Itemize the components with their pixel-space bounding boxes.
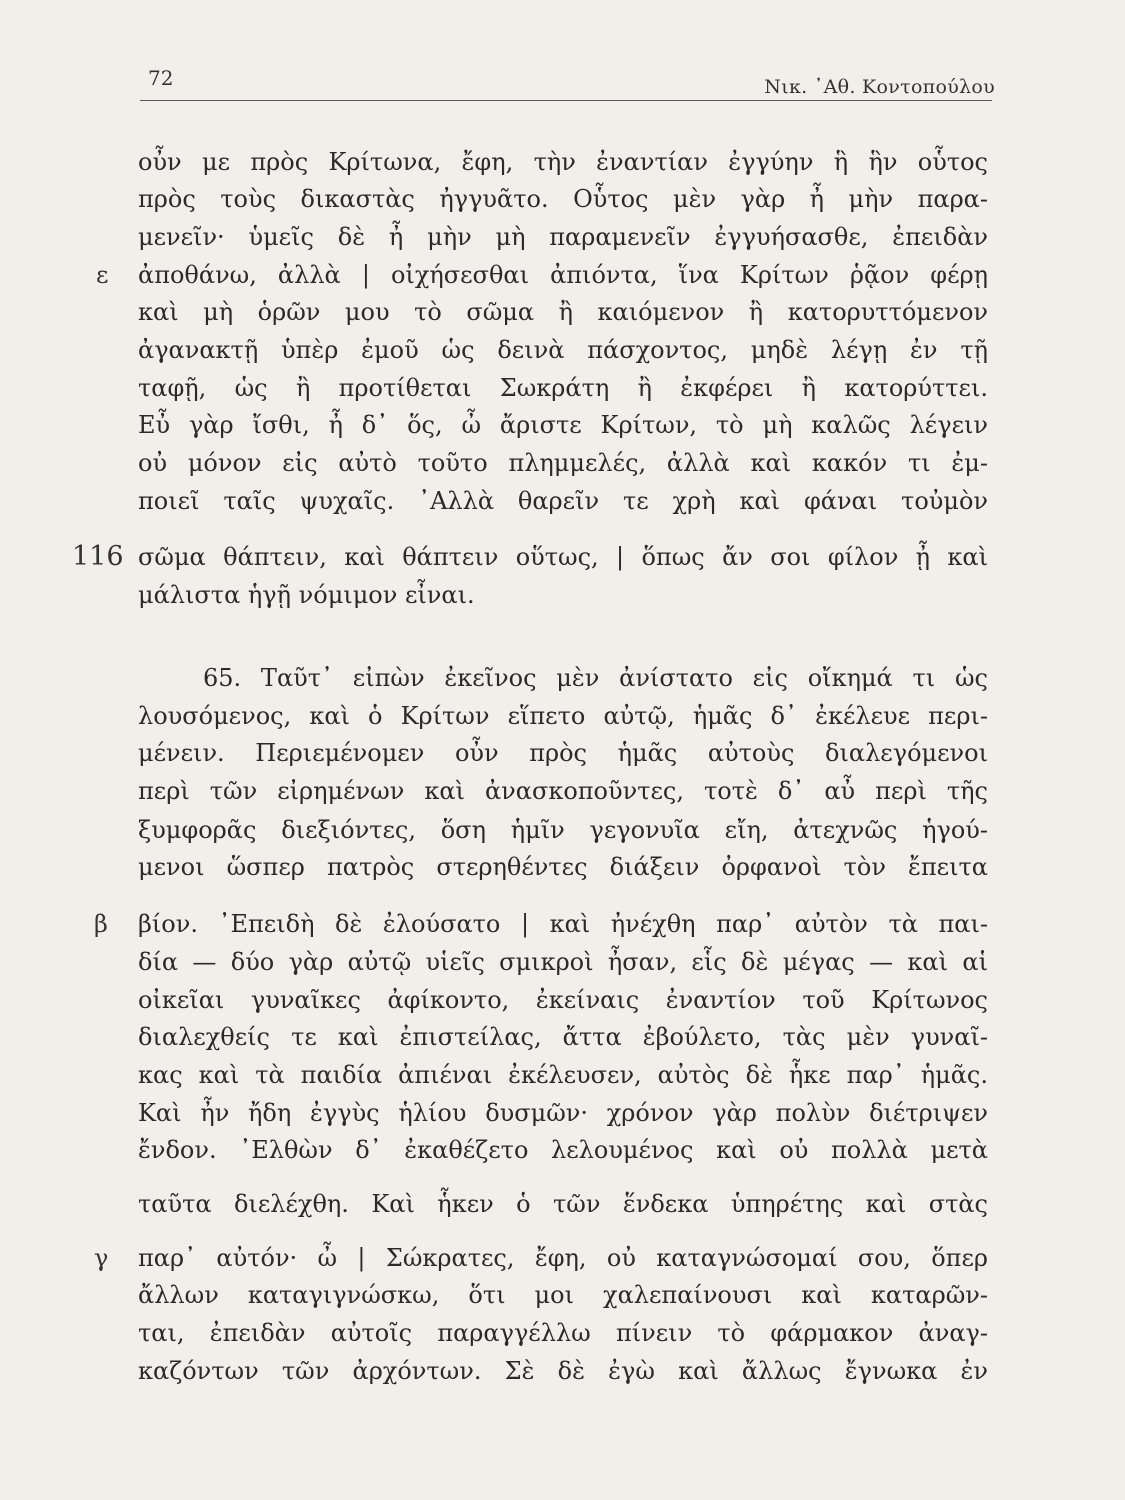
text-line: λουσόμενος, καὶ ὁ Κρίτων εἵπετο αὐτῷ, ἡμᾶς δ᾽ ἐκέλευε περι- xyxy=(138,702,988,730)
paragraph-start-line: 65. Ταῦτ᾽ εἰπὼν ἐκεῖνος μὲν ἀνίστατο εἰς οἴκημά τι ὡς xyxy=(203,664,988,692)
text-line: πρὸς τοὺς δικαστὰς ἠγγυᾶτο. Οὗτος μὲν γὰρ ἦ μὴν παρα- xyxy=(138,185,988,213)
text-line: ἔνδον. ᾽Ελθὼν δ᾽ ἐκαθέζετο λελουμένος καὶ οὐ πολλὰ μετὰ xyxy=(138,1136,988,1164)
text-line: οὐ μόνον εἰς αὐτὸ τοῦτο πλημμελές, ἀλλὰ καὶ κακόν τι ἐμ- xyxy=(138,449,988,477)
text-line: μενεῖν· ὑμεῖς δὲ ἦ μὴν μὴ παραμενεῖν ἐγγυήσασθε, ἐπειδὰν xyxy=(138,223,988,251)
text-line: ξυμφορᾶς διεξιόντες, ὅση ἡμῖν γεγονυῖα εἴη, ἀτεχνῶς ἡγού- xyxy=(138,816,988,844)
text-line: περὶ τῶν εἰρημένων καὶ ἀνασκοποῦντες, τοτὲ δ᾽ αὖ περὶ τῆς xyxy=(138,777,988,805)
text-line: δία — δύο γὰρ αὐτῷ υἱεῖς σμικροὶ ἦσαν, εἷς δὲ μέγας — καὶ αἱ xyxy=(138,948,988,976)
running-head: Νικ. ᾽Αθ. Κοντοπούλου xyxy=(764,76,995,98)
text-line: οὖν με πρὸς Κρίτωνα, ἔφη, τὴν ἐναντίαν ἐγγύην ἣ ἣν οὗτος xyxy=(138,148,988,176)
text-line: παρ᾽ αὐτόν· ὦ | Σώκρατες, ἔφη, οὐ καταγνώσομαί σου, ὅπερ xyxy=(138,1244,988,1272)
page-number: 72 xyxy=(148,66,174,90)
text-line: Καὶ ἦν ἤδη ἐγγὺς ἡλίου δυσμῶν· χρόνον γὰρ πολὺν διέτριψεν xyxy=(138,1099,988,1127)
header-rule xyxy=(140,100,992,101)
text-line: σῶμα θάπτειν, καὶ θάπτειν οὕτως, | ὅπως ἄν σοι φίλον ᾖ καὶ xyxy=(138,543,988,571)
margin-marker-116: 116 xyxy=(72,541,124,572)
text-line: ποιεῖ ταῖς ψυχαῖς. ᾽Αλλὰ θαρεῖν τε χρὴ καὶ φάναι τοὐμὸν xyxy=(138,487,988,515)
text-line: μενοι ὥσπερ πατρὸς στερηθέντες διάξειν ὀρφανοὶ τὸν ἔπειτα xyxy=(138,853,988,881)
margin-marker-beta: β xyxy=(94,910,108,938)
text-line: βίον. ᾽Επειδὴ δὲ ἐλούσατο | καὶ ἠνέχθη παρ᾽ αὐτὸν τὰ παι- xyxy=(138,910,988,938)
text-line: κας καὶ τὰ παιδία ἀπιέναι ἐκέλευσεν, αὐτὸς δὲ ἧκε παρ᾽ ἡμᾶς. xyxy=(138,1061,988,1089)
text-line: ταφῇ, ὡς ἢ προτίθεται Σωκράτη ἢ ἐκφέρει ἢ κατορύττει. xyxy=(138,374,988,402)
text-line: ἀγανακτῇ ὑπὲρ ἐμοῦ ὡς δεινὰ πάσχοντος, μηδὲ λέγῃ ἐν τῇ xyxy=(138,336,988,364)
text-line: οἰκεῖαι γυναῖκες ἀφίκοντο, ἐκείναις ἐναντίον τοῦ Κρίτωνος xyxy=(138,986,988,1014)
text-line: μένειν. Περιεμένομεν οὖν πρὸς ἡμᾶς αὐτοὺς διαλεγόμενοι xyxy=(138,739,988,767)
text-line: ἄλλων καταγιγνώσκω, ὅτι μοι χαλεπαίνουσι καὶ καταρῶν- xyxy=(138,1281,988,1309)
text-line: διαλεχθείς τε καὶ ἐπιστείλας, ἄττα ἐβούλετο, τὰς μὲν γυναῖ- xyxy=(138,1023,988,1051)
text-line: καὶ μὴ ὁρῶν μου τὸ σῶμα ἢ καιόμενον ἢ κατορυττόμενον xyxy=(138,298,988,326)
text-line: καζόντων τῶν ἀρχόντων. Σὲ δὲ ἐγὼ καὶ ἄλλως ἔγνωκα ἐν xyxy=(138,1357,988,1385)
text-line: Εὖ γὰρ ἴσθι, ἦ δ᾽ ὅς, ὦ ἄριστε Κρίτων, τὸ μὴ καλῶς λέγειν xyxy=(138,411,988,439)
text-line: μάλιστα ἡγῇ νόμιμον εἶναι. xyxy=(138,581,475,609)
text-line: ταῦτα διελέχθη. Καὶ ἧκεν ὁ τῶν ἕνδεκα ὑπηρέτης καὶ στὰς xyxy=(138,1190,988,1218)
text-line: ται, ἐπειδὰν αὐτοῖς παραγγέλλω πίνειν τὸ φάρμακον ἀναγ- xyxy=(138,1319,988,1347)
text-line: ἀποθάνω, ἀλλὰ | οἰχήσεσθαι ἀπιόντα, ἵνα Κρίτων ῥᾷον φέρῃ xyxy=(138,261,988,289)
margin-marker-gamma: γ xyxy=(94,1244,109,1272)
margin-marker-epsilon: ε xyxy=(96,261,109,289)
